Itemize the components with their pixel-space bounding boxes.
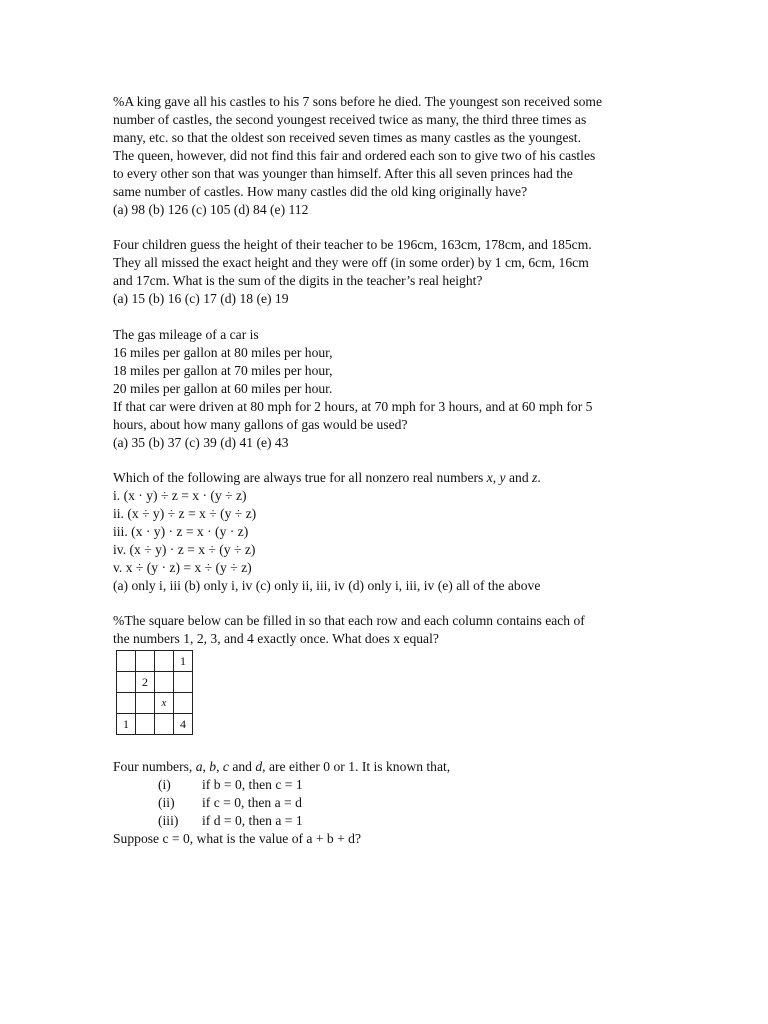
- var-z: z: [532, 470, 538, 485]
- var-b: b: [209, 759, 217, 774]
- castles-line-6: same number of castles. How many castles did the old king originally have?: [113, 184, 528, 199]
- intro-end: .: [537, 470, 541, 485]
- var-c: c: [222, 759, 229, 774]
- sep: and: [228, 759, 256, 774]
- grid-cell: 2: [136, 672, 155, 693]
- height-problem: [113, 236, 673, 308]
- height-line-2: They all missed the exact height and they were off (in some order) by 1 cm, 6cm, 16cm: [113, 255, 589, 270]
- castles-answers: (a) 98 (b) 126 (c) 105 (d) 84 (e) 112: [113, 202, 309, 217]
- square-line-2: the numbers 1, 2, 3, and 4 exactly once. What does x equal?: [113, 631, 439, 646]
- realnumbers-problem: [113, 469, 673, 595]
- condition-i: [113, 776, 673, 794]
- castles-line-4: The queen, however, did not find this fair and ordered each son to give two of his castles: [113, 148, 596, 163]
- grid-cell: 1: [117, 714, 136, 735]
- grid-row: [117, 651, 193, 672]
- sep: ,: [202, 759, 210, 774]
- intro-end: , are either 0 or 1. It is known that,: [262, 759, 451, 774]
- grid-cell: [117, 651, 136, 672]
- identity-v: v. x ÷ (y · z) = x ÷ (y ÷ z): [113, 560, 252, 575]
- grid-cell-x: x: [155, 693, 174, 714]
- grid-row: [117, 693, 193, 714]
- grid-cell: [155, 651, 174, 672]
- condition-text: if d = 0, then a = 1: [202, 813, 303, 828]
- sep: ,: [492, 470, 500, 485]
- gas-line-5: If that car were driven at 80 mph for 2 hours, at 70 mph for 3 hours, and at 60 mph for 5: [113, 399, 593, 414]
- grid-cell: 4: [174, 714, 193, 735]
- var-y: y: [499, 470, 506, 485]
- gas-answers: (a) 35 (b) 37 (c) 39 (d) 41 (e) 43: [113, 435, 289, 450]
- condition-text: if c = 0, then a = d: [202, 795, 302, 810]
- castles-problem: [113, 93, 673, 219]
- castles-line-2: number of castles, the second youngest received twice as many, the third three times as: [113, 112, 587, 127]
- grid-row: [117, 714, 193, 735]
- identity-iii: iii. (x · y) · z = x · (y · z): [113, 524, 249, 539]
- grid-cell: [174, 672, 193, 693]
- gas-line-2: 16 miles per gallon at 80 miles per hour,: [113, 345, 333, 360]
- realnumbers-intro: [113, 469, 673, 487]
- identity-ii: ii. (x ÷ y) ÷ z = x ÷ (y ÷ z): [113, 506, 257, 521]
- identity-iv: iv. (x ÷ y) · z = x ÷ (y ÷ z): [113, 542, 256, 557]
- condition-text: if b = 0, then c = 1: [202, 777, 303, 792]
- grid-cell: [155, 672, 174, 693]
- grid-cell: [136, 714, 155, 735]
- height-line-3: and 17cm. What is the sum of the digits in the teacher’s real height?: [113, 273, 483, 288]
- condition-number: (ii): [158, 795, 175, 810]
- grid-row: [117, 672, 193, 693]
- binary-question: Suppose c = 0, what is the value of a + b + d?: [113, 831, 361, 846]
- latin-square-grid: [116, 650, 193, 735]
- identity-i: i. (x · y) ÷ z = x · (y ÷ z): [113, 488, 247, 503]
- grid-cell: [136, 693, 155, 714]
- sep: ,: [216, 759, 223, 774]
- grid-cell: [174, 693, 193, 714]
- var-d: d: [255, 759, 263, 774]
- intro-text: Which of the following are always true for all nonzero real numbers: [113, 470, 487, 485]
- condition-number: (iii): [158, 813, 179, 828]
- condition-iii: [113, 812, 673, 830]
- intro-text: Four numbers,: [113, 759, 196, 774]
- grid-cell: 1: [174, 651, 193, 672]
- var-x: x: [486, 470, 493, 485]
- grid-cell: [155, 714, 174, 735]
- grid-cell: [117, 693, 136, 714]
- gas-problem: [113, 326, 673, 452]
- square-problem: [113, 612, 673, 648]
- grid-cell: [136, 651, 155, 672]
- binary-intro: [113, 758, 673, 776]
- grid-cell: [117, 672, 136, 693]
- height-answers: (a) 15 (b) 16 (c) 17 (d) 18 (e) 19: [113, 291, 289, 306]
- binary-problem: [113, 758, 673, 848]
- condition-number: (i): [158, 777, 171, 792]
- gas-line-1: The gas mileage of a car is: [113, 327, 259, 342]
- realnumbers-answers: (a) only i, iii (b) only i, iv (c) only ii, iii, iv (d) only i, iii, iv (e) all of the above: [113, 578, 541, 593]
- condition-ii: [113, 794, 673, 812]
- castles-line-5: to every other son that was younger than himself. After this all seven princes had the: [113, 166, 573, 181]
- sep: and: [505, 470, 533, 485]
- castles-line-3: many, etc. so that the oldest son received seven times as many castles as the youngest.: [113, 130, 581, 145]
- castles-line-1: %A king gave all his castles to his 7 sons before he died. The youngest son received some: [113, 94, 603, 109]
- gas-line-4: 20 miles per gallon at 60 miles per hour.: [113, 381, 333, 396]
- gas-line-6: hours, about how many gallons of gas would be used?: [113, 417, 408, 432]
- square-line-1: %The square below can be filled in so that each row and each column contains each of: [113, 613, 585, 628]
- gas-line-3: 18 miles per gallon at 70 miles per hour,: [113, 363, 333, 378]
- var-a: a: [195, 759, 203, 774]
- height-line-1: Four children guess the height of their teacher to be 196cm, 163cm, 178cm, and 185cm.: [113, 237, 592, 252]
